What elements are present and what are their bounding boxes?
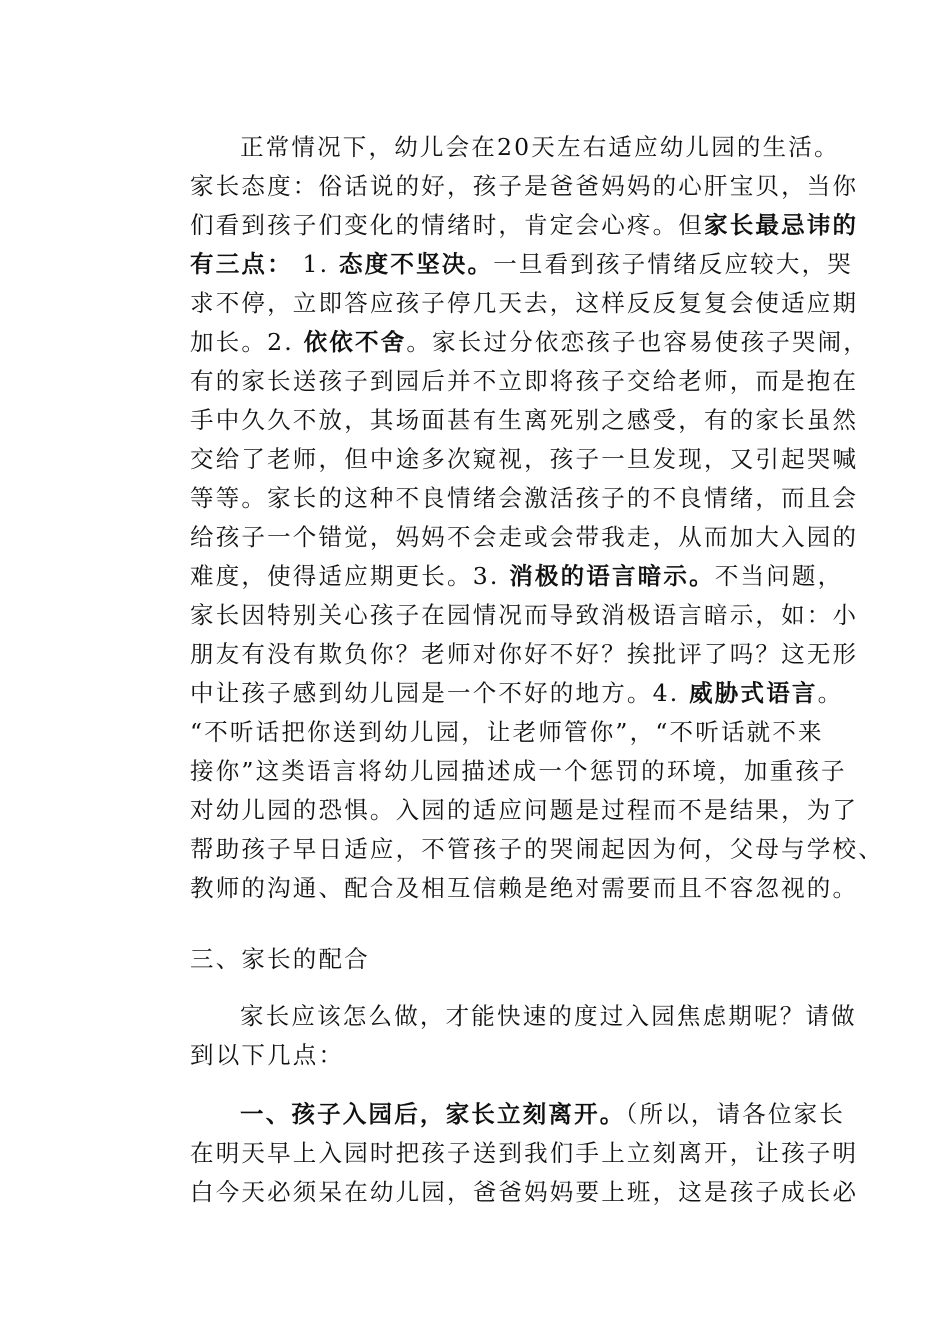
text-line <box>190 206 870 245</box>
text-line: 到以下几点： <box>190 1041 345 1069</box>
text-line: 在明天早上入园时把孩子送到我们手上立刻离开，让孩子明 <box>190 1139 859 1167</box>
text-run: 中让孩子感到幼儿园是一个不好的地方。4. <box>190 679 690 707</box>
text-line: 朋友有没有欺负你？老师对你好不好？挨批评了吗？这无形 <box>190 640 859 668</box>
text-line <box>190 1095 870 1134</box>
text-run: （所以，请各位家长 <box>625 1100 846 1128</box>
text-run: 难度，使得适应期更长。3. <box>190 562 510 590</box>
paragraph-adaptation-time <box>190 128 870 167</box>
text-line: 家长应该怎么做，才能快速的度过入园焦虑期呢？请做 <box>240 1002 857 1030</box>
text-line: 给孩子一个错觉，妈妈不会走或会带我走，从而加大入园的 <box>190 523 859 551</box>
paragraph-parent-cooperation <box>190 997 870 1075</box>
text-line: 手中久久不放，其场面甚有生离死别之感受，有的家长虽然 <box>190 406 859 434</box>
paragraph-leave-immediately <box>190 1095 870 1212</box>
bold-text: 消极的语言暗示。 <box>509 562 715 590</box>
text-run: 加长。2. <box>190 328 304 356</box>
text-line: 对幼儿园的恐惧。入园的适应问题是过程而不是结果，为了 <box>190 796 859 824</box>
section-heading <box>190 940 870 979</box>
text-line: “不听话把你送到幼儿园，让老师管你”，“不听话就不来 <box>190 718 824 746</box>
bold-text: 依依不舍 <box>303 328 407 356</box>
text-run: 1. <box>292 250 339 278</box>
text-run: 不当问题， <box>714 562 844 590</box>
text-line: 家长态度：俗话说的好，孩子是爸爸妈妈的心肝宝贝，当你 <box>190 172 859 200</box>
text-line: 教师的沟通、配合及相互信赖是绝对需要而且不容忽视的。 <box>190 874 859 902</box>
text-line <box>190 674 870 713</box>
bold-text: 家长最忌讳的 <box>704 211 859 239</box>
text-run: 。 <box>817 679 844 707</box>
text-line <box>190 245 870 284</box>
text-line: 求不停，立即答应孩子停几天去，这样反反复复会使适应期 <box>190 289 859 317</box>
text-line: 等等。家长的这种不良情绪会激活孩子的不良情绪，而且会 <box>190 484 859 512</box>
text-line <box>190 557 870 596</box>
text-line: 接你”这类语言将幼儿园描述成一个惩罚的环境，加重孩子 <box>190 757 847 785</box>
paragraph-parent-attitude <box>190 167 884 908</box>
text-run: 。家长过分依恋孩子也容易使孩子哭闹， <box>406 328 870 356</box>
text-line: 交给了老师，但中途多次窥视，孩子一旦发现，又引起哭喊 <box>190 445 859 473</box>
bold-text: 一、孩子入园后，家长立刻离开。 <box>240 1100 626 1128</box>
bold-text: 有三点： <box>190 250 293 278</box>
text-line: 家长因特别关心孩子在园情况而导致消极语言暗示，如：小 <box>190 601 859 629</box>
text-line: 正常情况下，幼儿会在20天左右适应幼儿园的生活。 <box>240 133 840 161</box>
text-line <box>190 323 870 362</box>
bold-text: 态度不坚决。 <box>338 250 494 278</box>
text-line: 有的家长送孩子到园后并不立即将孩子交给老师，而是抱在 <box>190 367 859 395</box>
heading-text: 三、家长的配合 <box>190 945 370 973</box>
text-run: 一旦看到孩子情绪反应较大，哭 <box>493 250 853 278</box>
text-line: 帮助孩子早日适应，不管孩子的哭闹起因为何，父母与学校、 <box>190 835 884 863</box>
text-run: 们看到孩子们变化的情绪时，肯定会心疼。但 <box>190 211 704 239</box>
text-line: 白今天必须呆在幼儿园，爸爸妈妈要上班，这是孩子成长必 <box>190 1178 859 1206</box>
bold-text: 威胁式语言 <box>689 679 818 707</box>
